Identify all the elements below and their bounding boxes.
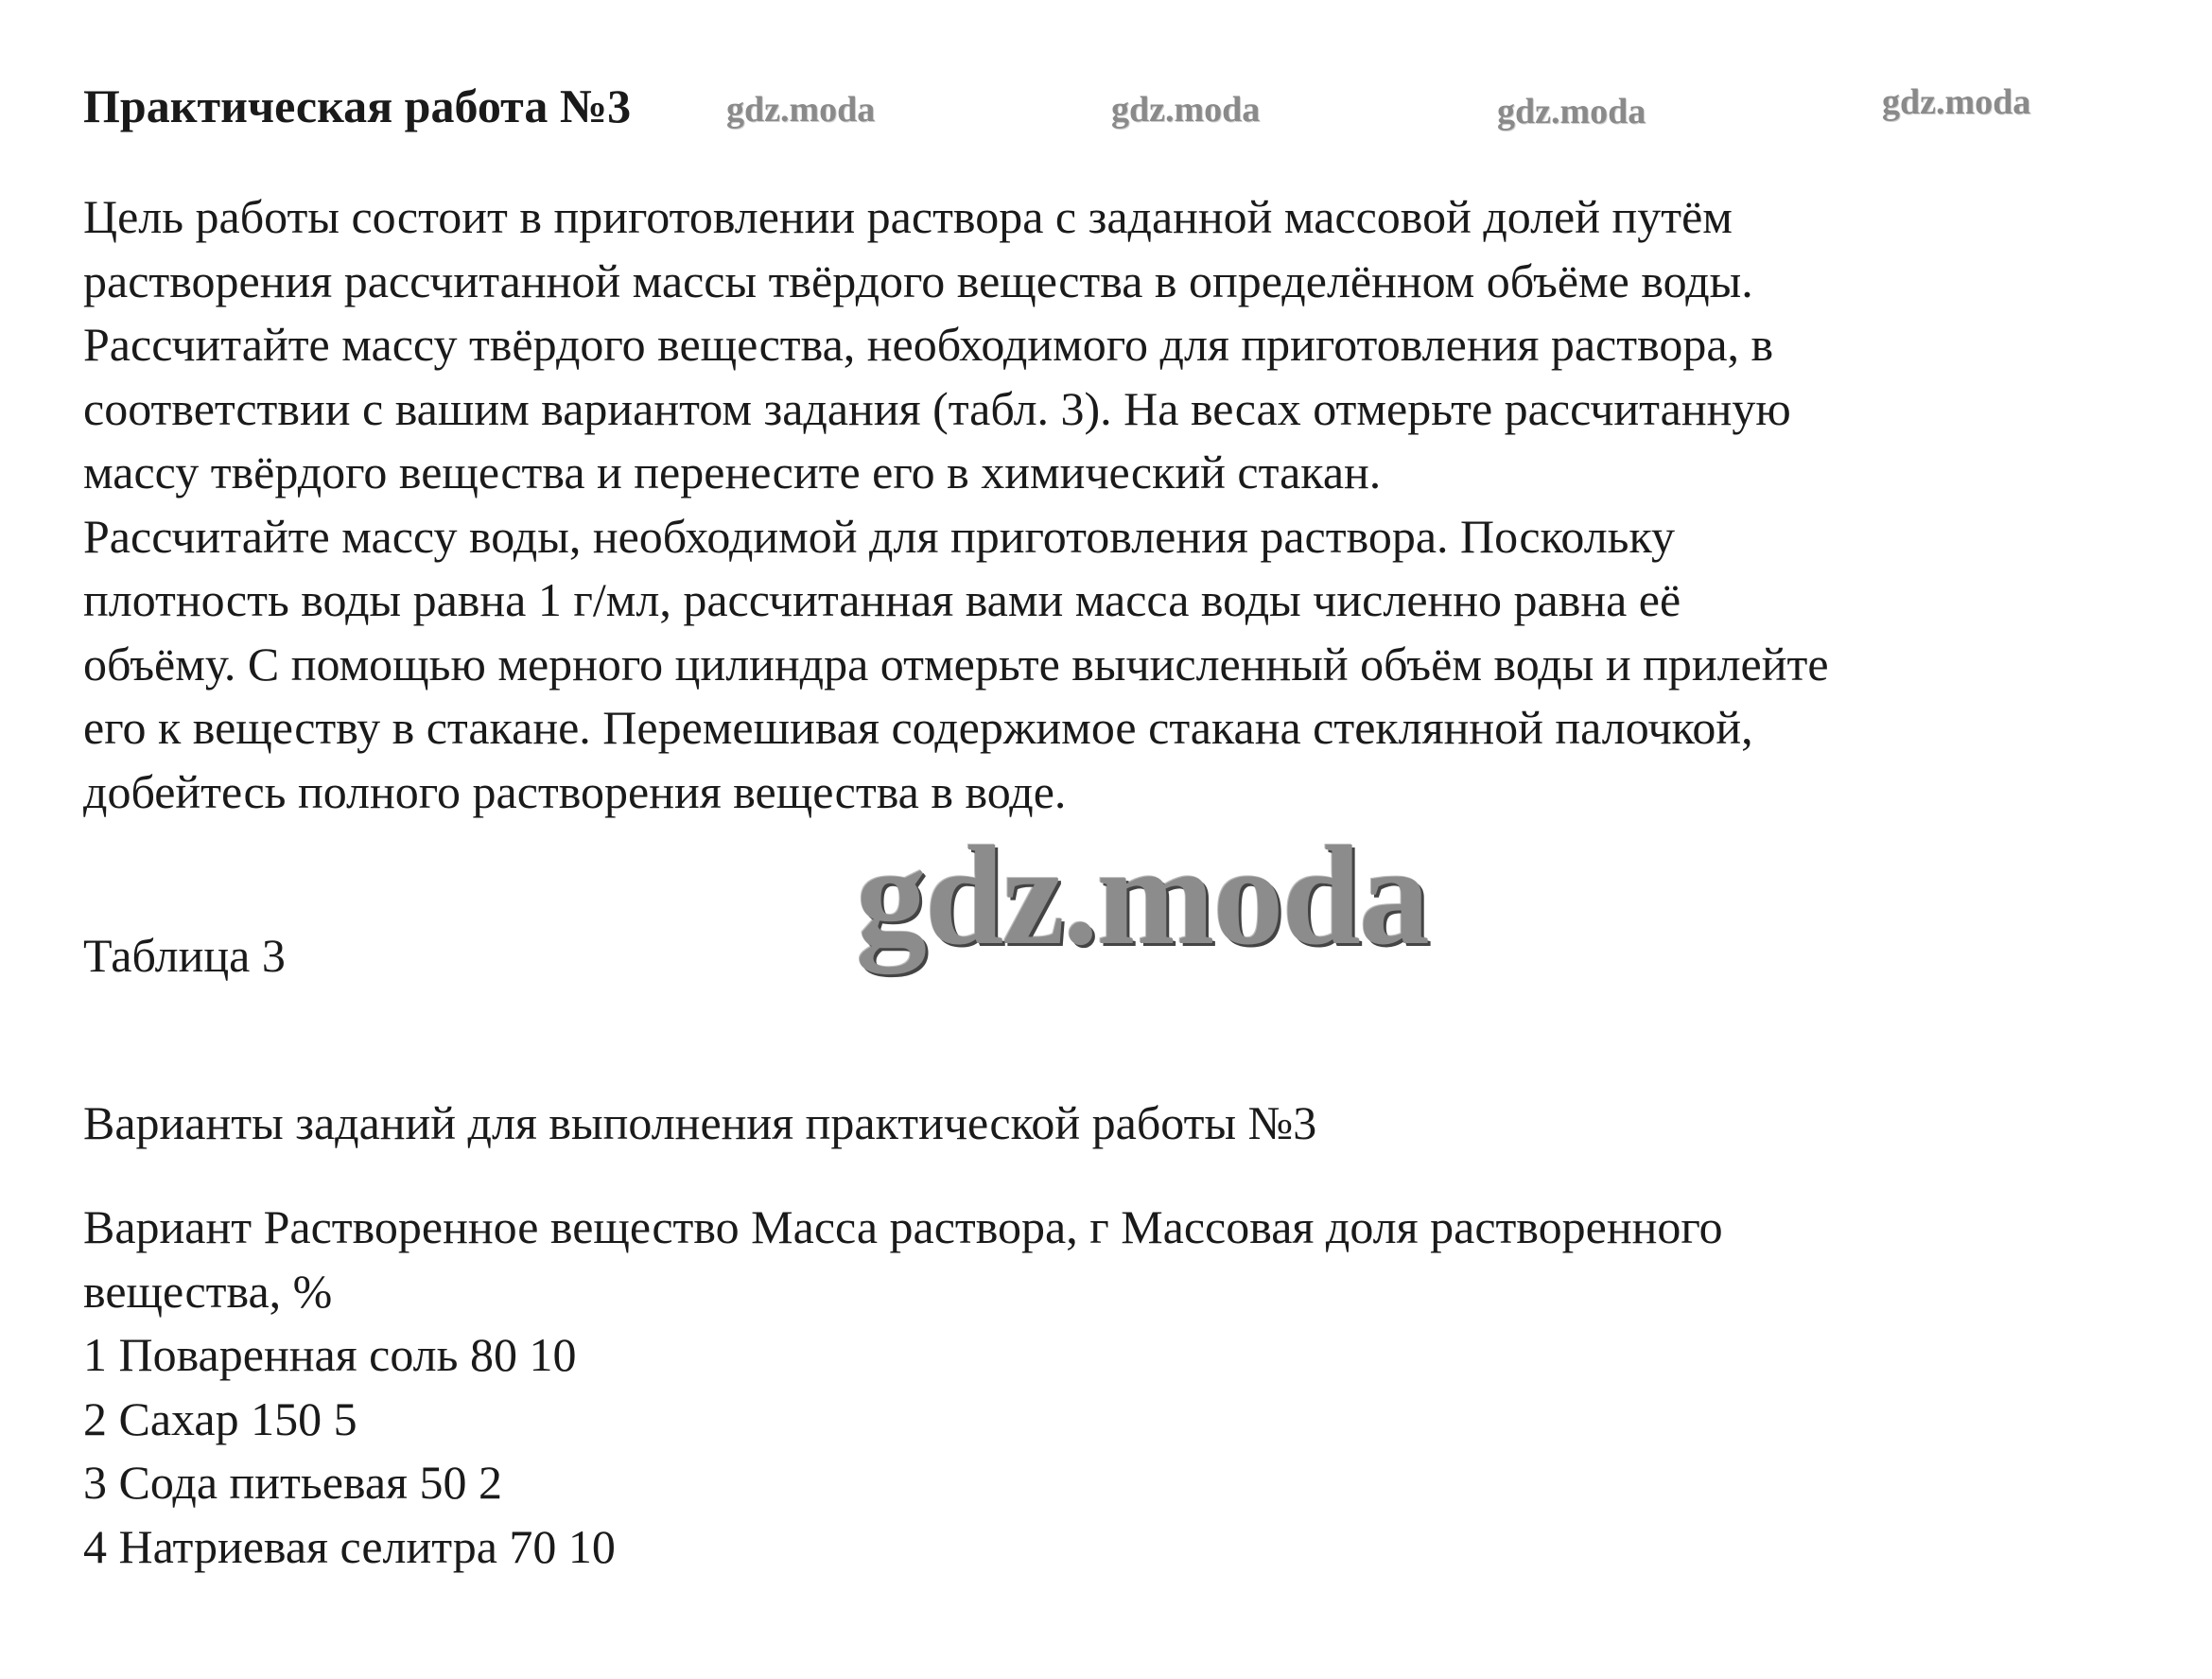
text-line: его к веществу в стакане. Перемешивая содержимое стакана стеклянной палочкой, [83, 701, 1753, 754]
table-row [83, 1515, 2145, 1580]
intro-paragraph [83, 185, 2145, 824]
variant-cell: 1 [83, 1328, 107, 1381]
fraction-cell: 10 [529, 1328, 577, 1381]
substance-cell: Поваренная соль [118, 1328, 459, 1381]
table-header-line: вещества, % [83, 1264, 333, 1318]
fraction-cell: 5 [333, 1391, 357, 1445]
text-line: объёму. С помощью мерного цилиндра отмерьте вычисленный объём воды и прилейте [83, 637, 1829, 691]
table-row [83, 1388, 2145, 1452]
mass-cell: 70 [509, 1519, 557, 1573]
variant-cell: 3 [83, 1456, 107, 1509]
text-line: Рассчитайте массу воды, необходимой для приготовления раствора. Поскольку [83, 509, 1676, 563]
table-row [83, 1323, 2145, 1388]
text-line: массу твёрдого вещества и перенесите его в химический стакан. [83, 446, 1382, 498]
substance-cell: Сода питьевая [118, 1456, 409, 1509]
table-header-line: Вариант Растворенное вещество Масса раствора, г Массовая доля растворенного [83, 1200, 1723, 1253]
mass-cell: 80 [469, 1328, 517, 1381]
watermark-text: gdz.moda [1497, 92, 1646, 131]
fraction-cell: 10 [567, 1519, 616, 1573]
mass-cell: 50 [419, 1456, 467, 1509]
watermark-text: gdz.moda [1882, 82, 2031, 122]
text-line: добейтесь полного растворения вещества в воде. [83, 764, 1067, 818]
variant-cell: 2 [83, 1391, 107, 1445]
table-caption: Таблица 3 [83, 929, 286, 982]
watermark-text: gdz.moda [726, 90, 876, 130]
page-title: Практическая работа №3 [83, 79, 632, 132]
text-line: плотность воды равна 1 г/мл, рассчитанная вами масса воды численно равна её [83, 573, 1681, 626]
watermark-text: gdz.moda [1111, 90, 1261, 130]
table-row [83, 1451, 2145, 1515]
variants-table [83, 1196, 2145, 1579]
table-title: Варианты заданий для выполнения практической работы №3 [83, 1096, 1317, 1149]
mass-cell: 150 [251, 1391, 322, 1445]
watermark-large: gdz.moda [856, 817, 1428, 974]
text-line: растворения рассчитанной массы твёрдого вещества в определённом объёме воды. [83, 254, 1753, 307]
text-line: Рассчитайте массу твёрдого вещества, необходимого для приготовления раствора, в [83, 318, 1774, 371]
text-line: Цель работы состоит в приготовлении раствора с заданной массовой долей путём [83, 190, 1733, 243]
text-line: соответствии с вашим вариантом задания (табл. 3). На весах отмерьте рассчитанную [83, 381, 1791, 435]
substance-cell: Сахар [118, 1391, 239, 1445]
fraction-cell: 2 [479, 1456, 503, 1509]
substance-cell: Натриевая селитра [118, 1519, 497, 1573]
variant-cell: 4 [83, 1519, 107, 1573]
